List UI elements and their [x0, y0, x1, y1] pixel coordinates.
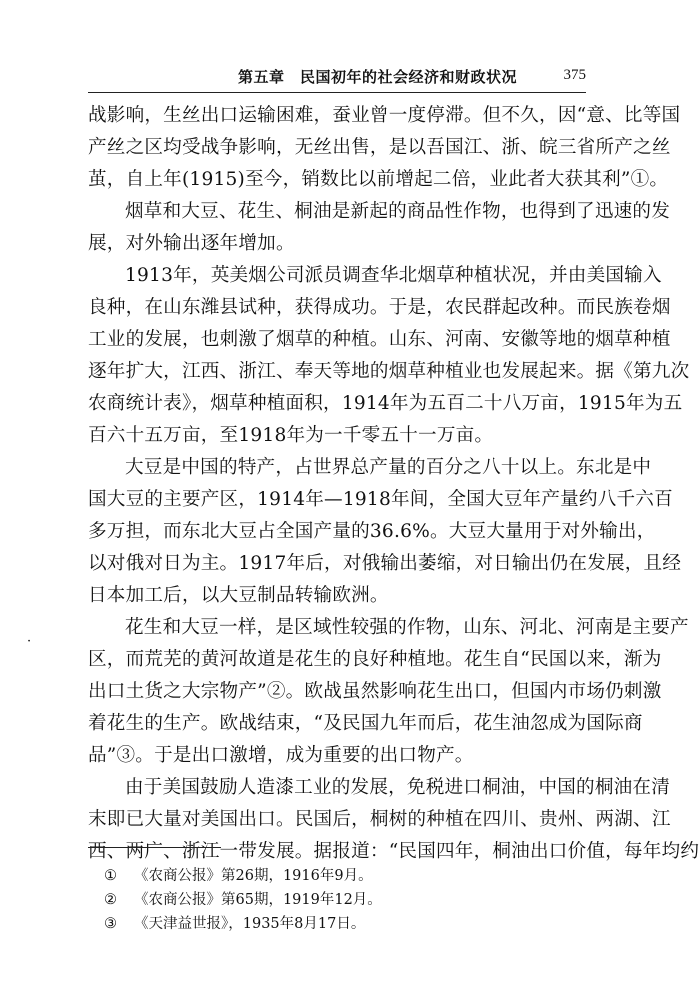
- page-number: 375: [563, 67, 586, 83]
- text-line: 以对俄对日为主。1917年后，对俄输出萎缩，对日输出仍在发展，且经: [88, 553, 682, 574]
- chapter-title: 第五章 民国初年的社会经济和财政状况: [238, 68, 518, 86]
- text-line: 区，而荒芜的黄河故道是花生的良好种植地。花生自“民国以来，渐为: [88, 649, 662, 670]
- text-line: 茧，自上年(1915)至今，销数比以前增起二倍，业此者大获其利”①。: [88, 169, 669, 190]
- text-line: 展，对外输出逐年增加。: [88, 233, 295, 254]
- text-line: 逐年扩大，江西、浙江、奉天等地的烟草种植业也发展起来。据《第九次: [88, 361, 690, 382]
- header-rule: [88, 92, 586, 93]
- text-line: 良种，在山东潍县试种，获得成功。于是，农民群起改种。而民族卷烟: [88, 297, 671, 318]
- text-line: 国大豆的主要产区，1914年—1918年间，全国大豆年产量约八千六百: [88, 489, 673, 510]
- text-line: 着花生的生产。欧战结束，“及民国九年而后，花生油忽成为国际商: [88, 713, 643, 734]
- text-line: 由于美国鼓励人造漆工业的发展，免税进口桐油，中国的桐油在清: [125, 777, 671, 798]
- footnote-marker: ①: [104, 868, 117, 884]
- text-line: 战影响，生丝出口运输困难，蚕业曾一度停滞。但不久，因“意、比等国: [88, 105, 681, 126]
- body-text: [88, 100, 699, 868]
- text-line: 1913年，英美烟公司派员调查华北烟草种植状况，并由美国输入: [125, 265, 662, 286]
- text-line: 花生和大豆一样，是区域性较强的作物，山东、河北、河南是主要产: [125, 617, 689, 638]
- text-line: 末即已大量对美国出口。民国后，桐树的种植在四川、贵州、两湖、江: [88, 809, 671, 830]
- margin-dot: ·: [27, 634, 32, 649]
- text-line: 产丝之区均受战争影响，无丝出售，是以吾国江、浙、皖三省所产之丝: [88, 137, 671, 158]
- text-line: 品”③。于是出口激增，成为重要的出口物产。: [88, 745, 474, 766]
- text-line: 出口土货之大宗物产”②。欧战虽然影响花生出口，但国内市场仍刺激: [88, 681, 662, 702]
- footnote: [104, 888, 574, 912]
- text-line: 烟草和大豆、花生、桐油是新起的商品性作物，也得到了迅速的发: [125, 201, 671, 222]
- footnote: [104, 912, 574, 936]
- text-line: 工业的发展，也刺激了烟草的种植。山东、河南、安徽等地的烟草种植: [88, 329, 671, 350]
- text-line: 多万担，而东北大豆占全国产量的36.6%。大豆大量用于对外输出，: [88, 521, 656, 542]
- footnote: [104, 864, 574, 888]
- footnote-marker: ②: [104, 892, 117, 908]
- footnote-rule: [88, 847, 221, 848]
- text-line: 西、两广、浙江一带发展。据报道：“民国四年，桐油出口价值，每年均约: [88, 841, 699, 862]
- text-line: 日本加工后，以大豆制品转输欧洲。: [88, 585, 389, 606]
- footnote-text: 《天津益世报》，1935年8月17日。: [134, 916, 366, 932]
- footnote-marker: ③: [104, 916, 117, 932]
- running-header: [88, 66, 586, 88]
- footnotes: [104, 864, 574, 936]
- footnote-text: 《农商公报》第26期，1916年9月。: [134, 868, 373, 884]
- text-line: 大豆是中国的特产，占世界总产量的百分之八十以上。东北是中: [125, 457, 652, 478]
- footnote-text: 《农商公报》第65期，1919年12月。: [134, 892, 382, 908]
- text-line: 农商统计表》，烟草种植面积，1914年为五百二十八万亩，1915年为五: [88, 393, 683, 414]
- text-line: 百六十五万亩，至1918年为一千零五十一万亩。: [88, 425, 494, 446]
